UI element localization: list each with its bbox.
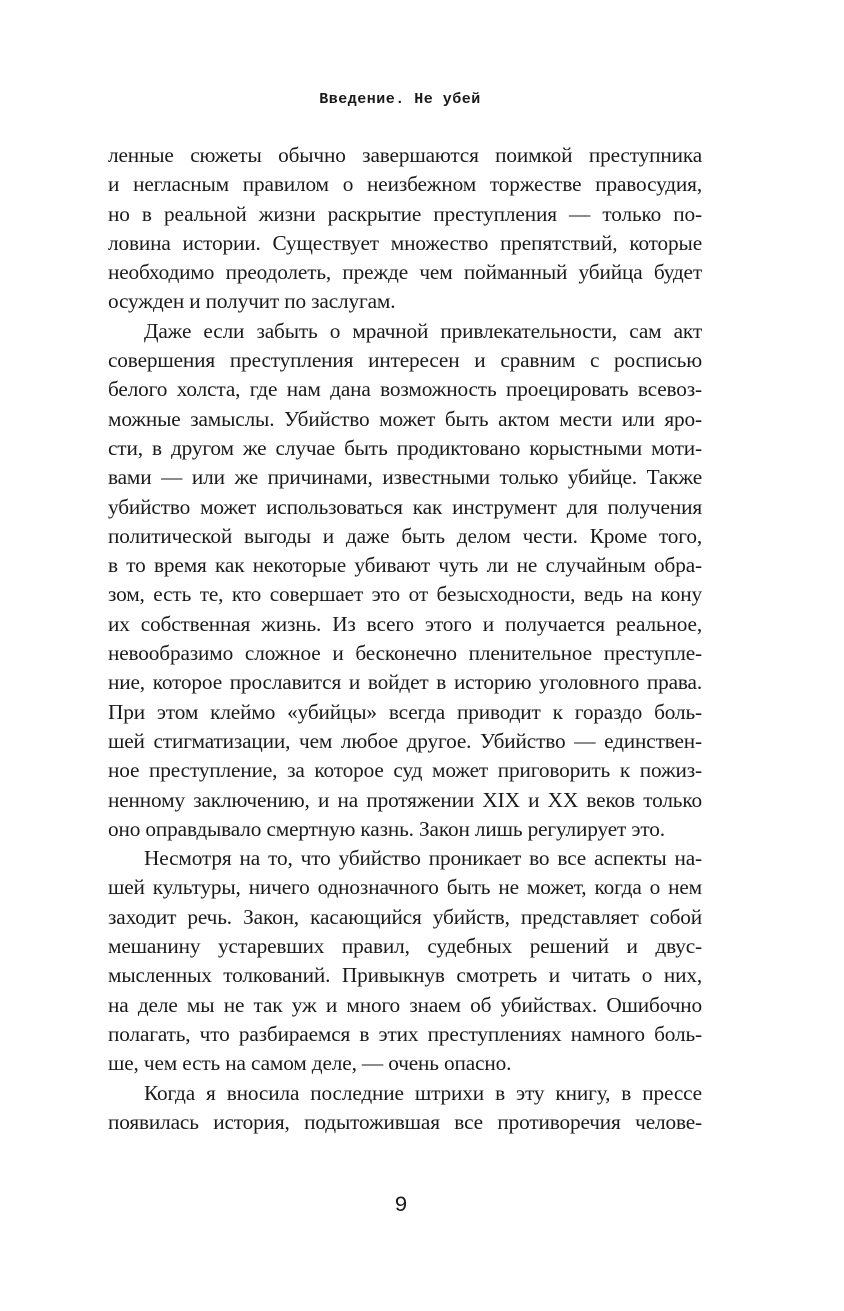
text-line: невообразимо сложное и бесконечно пленительное преступле-: [108, 641, 702, 666]
text-line: ненному заключению, и на протяжении XIX и XX веков только: [108, 787, 702, 812]
text-line: Когда я вносила последние штрихи в эту книгу, в прессе: [144, 1080, 702, 1105]
text-line: ше, чем есть на самом деле, — очень опасно.: [108, 1051, 512, 1076]
text-line: шей культуры, ничего однозначного быть не может, когда о нем: [108, 875, 702, 900]
text-line: политической выгоды и даже быть делом чести. Кроме того,: [108, 523, 702, 548]
text-line: шей стигматизации, чем любое другое. Убийство — единствен-: [108, 728, 702, 753]
text-line: полагать, что разбираемся в этих преступлениях намного боль-: [108, 1021, 702, 1046]
text-line: их собственная жизнь. Из всего этого и получается реальное,: [108, 611, 702, 636]
text-line: заходит речь. Закон, касающийся убийств, представляет собой: [108, 904, 702, 929]
text-line: оно оправдывало смертную казнь. Закон лишь регулирует это.: [108, 816, 665, 841]
paragraph: [108, 844, 702, 1078]
text-line: ное преступление, за которое суд может приговорить к пожиз-: [108, 758, 702, 783]
text-line: появилась история, подытожившая все противоречия челове-: [108, 1109, 702, 1134]
text-line: на деле мы не так уж и много знаем об убийствах. Ошибочно: [108, 992, 702, 1017]
running-head: Введение. Не убей: [319, 91, 481, 108]
text-line: в то время как некоторые убивают чуть ли не случайным обра-: [108, 553, 702, 578]
text-line: Даже если забыть о мрачной привлекательности, сам акт: [144, 318, 702, 343]
text-line: необходимо преодолеть, прежде чем пойманный убийца будет: [108, 260, 702, 285]
text-line: ленные сюжеты обычно завершаются поимкой преступника: [108, 143, 702, 167]
text-line: совершения преступления интересен и сравним с росписью: [108, 348, 702, 373]
text-line: мешанину устаревших правил, судебных решений и двус-: [108, 934, 702, 959]
paragraph: [108, 317, 702, 844]
text-line: Несмотря на то, что убийство проникает во все аспекты на-: [144, 846, 702, 871]
text-line: сти, в другом же случае быть продиктовано корыстными моти-: [108, 435, 702, 460]
text-line: мысленных толкований. Привыкнув смотреть и читать о них,: [108, 963, 702, 988]
body-text: [108, 141, 702, 1137]
text-line: ние, которое прославится и войдет в историю уголовного права.: [108, 670, 702, 695]
text-line: убийство может использоваться как инструмент для получения: [108, 494, 702, 519]
page-number: 9: [394, 1193, 408, 1218]
text-line: и негласным правилом о неизбежном торжестве правосудия,: [108, 172, 702, 197]
text-line: белого холста, где нам дана возможность проецировать всевоз-: [108, 377, 702, 402]
text-line: можные замыслы. Убийство может быть актом мести или яро-: [108, 406, 702, 431]
paragraph: [108, 141, 702, 317]
text-line: осужден и получит по заслугам.: [108, 289, 396, 314]
text-line: но в реальной жизни раскрытие преступления — только по-: [108, 201, 702, 226]
text-line: При этом клеймо «убийцы» всегда приводит к гораздо боль-: [108, 699, 702, 724]
paragraph: [108, 1079, 702, 1138]
text-line: зом, есть те, кто совершает это от безысходности, ведь на кону: [108, 582, 702, 607]
text-line: вами — или же причинами, известными только убийце. Также: [108, 465, 702, 490]
text-line: ловина истории. Существует множество препятствий, которые: [108, 230, 702, 255]
